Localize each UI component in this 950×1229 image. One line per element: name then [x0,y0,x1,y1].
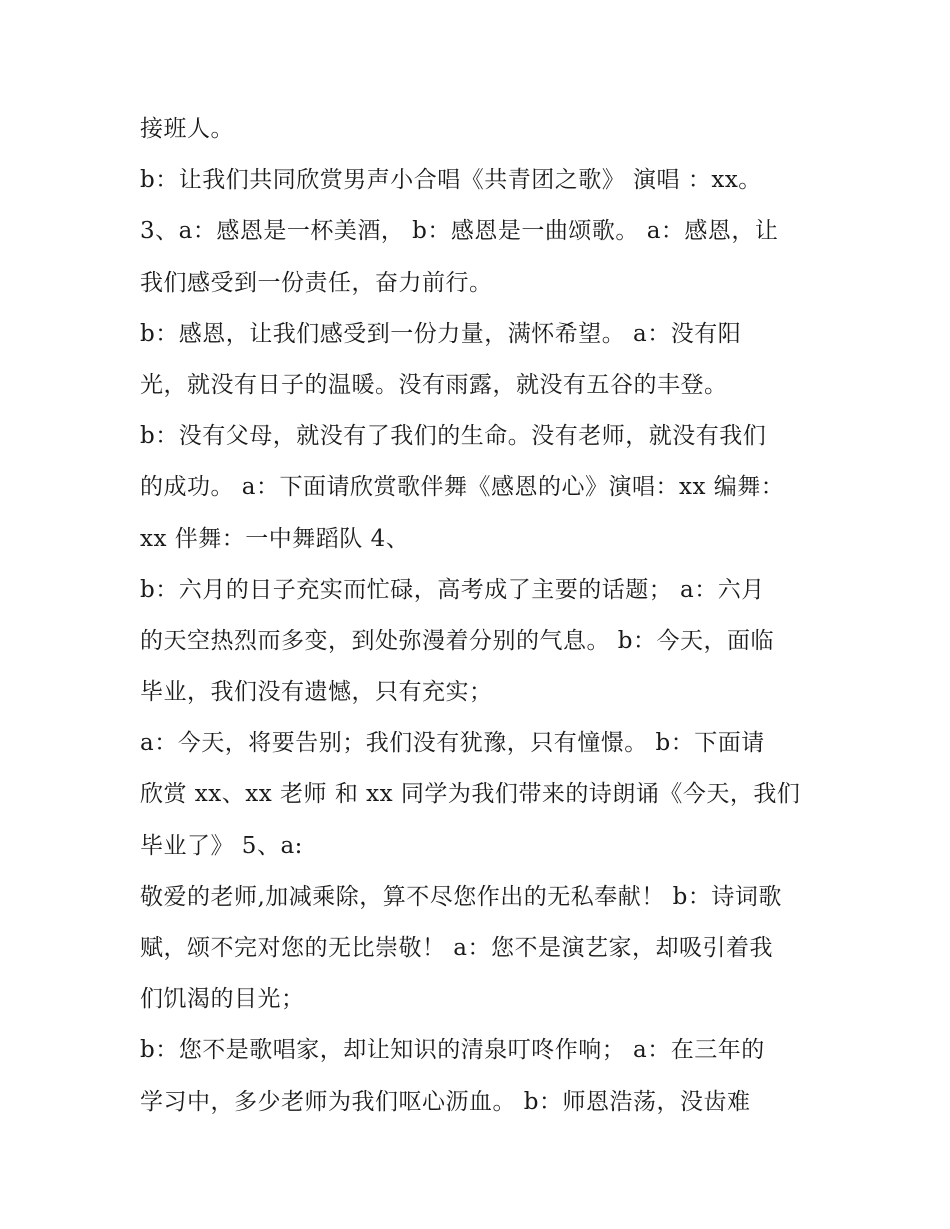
text-line: 的成功。 a：下面请欣赏歌伴舞《感恩的心》演唱：xx 编舞： [140,474,785,501]
text-line: 接班人。 [140,116,234,142]
text-line: 3、a：感恩是一杯美酒， b：感恩是一曲颂歌。 a：感恩，让 [140,218,779,245]
text-line: 我们感受到一份责任，奋力前行。 [140,269,493,296]
text-line: 毕业了》 5、a: [140,832,303,859]
text-line: b：让我们共同欣赏男声小合唱《共青团之歌》 演唱 ：xx。 [140,167,762,194]
text-line: xx 伴舞：一中舞蹈队 4、 [140,525,410,552]
text-line: b：您不是歌唱家，却让知识的清泉叮咚作响； a：在三年的 [140,1037,765,1064]
text-line: 赋，颂不完对您的无比崇敬！ a：您不是演艺家，却吸引着我 [140,935,774,961]
text-line: b：没有父母，就没有了我们的生命。没有老师，就没有我们 [140,423,767,450]
document-body [140,104,830,1128]
text-line: 敬爱的老师,加减乘除，算不尽您作出的无私奉献！ b：诗词歌 [140,883,782,910]
text-line: 欣赏 xx、xx 老师 和 xx 同学为我们带来的诗朗诵《今天，我们 [140,781,801,808]
text-line: 的天空热烈而多变，到处弥漫着分别的气息。 b：今天，面临 [140,627,775,654]
text-line: b：六月的日子充实而忙碌，高考成了主要的话题； a：六月 [140,576,765,603]
text-line: 光，就没有日子的温暖。没有雨露，就没有五谷的丰登。 [140,371,728,398]
text-line: a：今天，将要告别；我们没有犹豫，只有憧憬。 b：下面请 [140,730,765,757]
text-line: 毕业，我们没有遗憾，只有充实； [140,679,493,706]
text-line: b：感恩，让我们感受到一份力量，满怀希望。 a：没有阳 [140,320,742,347]
text-line: 们饥渴的目光； [140,986,305,1013]
text-line: 学习中，多少老师为我们呕心沥血。 b：师恩浩荡，没齿难 [140,1088,751,1115]
